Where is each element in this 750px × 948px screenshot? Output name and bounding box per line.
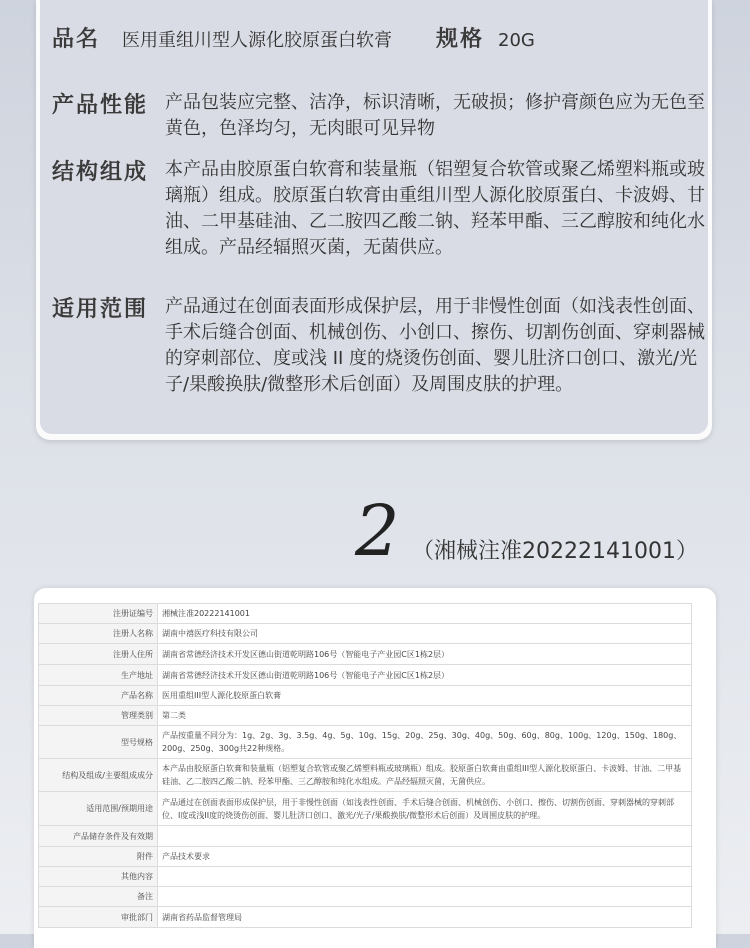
table-value: 湘械注准20222141001 (158, 604, 692, 624)
section-text: 本产品由胶原蛋白软膏和装量瓶（铝塑复合软管或聚乙烯塑料瓶或玻璃瓶）组成。胶原蛋白软膏由重组川型人源化胶原蛋白、卡波姆、甘油、二甲基硅油、乙二胺四乙酸二钠、羟苯甲酯、三乙醇胺和纯化水组成。产品经辐照灭菌，无菌供应。 (165, 159, 705, 258)
table-key: 注册证编号 (39, 604, 158, 624)
spec-label: 规格 (436, 27, 485, 52)
table-key: 注册人名称 (39, 624, 158, 644)
table-key: 注册人住所 (39, 644, 158, 665)
registration-number: （湘械注准20222141001） (412, 539, 698, 564)
product-name-label: 品名 (52, 27, 101, 52)
table-value: 湖南省药品监督管理局 (158, 907, 692, 928)
spec-value: 20G (498, 30, 535, 51)
table-value: 医用重组III型人源化胶原蛋白软膏 (158, 686, 692, 706)
table-key: 适用范围/预期用途 (39, 792, 158, 826)
section-label: 适用范围 (52, 297, 149, 322)
table-row (39, 665, 692, 686)
table-value: 湖南中禧医疗科技有限公司 (158, 624, 692, 644)
table-value: 湖南省常德经济技术开发区德山街道乾明路106号（智能电子产业园C区1栋2层） (158, 644, 692, 665)
registration-table (38, 603, 692, 928)
table-value: 产品技术要求 (158, 847, 692, 867)
table-key: 其他内容 (39, 867, 158, 887)
table-value: 产品通过在创面表面形成保护层，用于非慢性创面（如浅表性创面、手术后缝合创面、机械创伤、小创口、擦伤、切割伤创面、穿刺器械的穿刺部位、I度或浅II度的烧烫伤创面、婴儿肚济口创口、激光/光子/果酸换肤/微整形术后创面）及周围皮肤的护理。 (158, 792, 692, 826)
table-row (39, 686, 692, 706)
table-key: 生产地址 (39, 665, 158, 686)
table-row (39, 907, 692, 928)
table-row (39, 867, 692, 887)
table-row (39, 887, 692, 907)
section-label: 结构组成 (52, 160, 149, 185)
table-value: 产品按重量不同分为：1g、2g、3g、3.5g、4g、5g、10g、15g、20g、25g、30g、40g、50g、60g、80g、100g、120g、150g、180g、200g、250g、300g共22种规格。 (158, 726, 692, 759)
section-text: 产品通过在创面表面形成保护层，用于非慢性创面（如浅表性创面、手术后缝合创面、机械创伤、小创口、擦伤、切割伤创面、穿刺器械的穿刺部位、度或浅 II 度的烧烫伤创面、婴儿肚济口创口、激光/光子/果酸换肤/微整形术后创面）及周围皮肤的护理。 (165, 296, 705, 395)
table-value (158, 826, 692, 847)
table-value (158, 867, 692, 887)
product-name-row (52, 22, 535, 53)
table-row (39, 624, 692, 644)
table-value: 本产品由胶原蛋白软膏和装量瓶（铝塑复合软管或聚乙烯塑料瓶或玻璃瓶）组成。胶原蛋白软膏由重组III型人源化胶原蛋白、卡波姆、甘油、二甲基硅油、乙二胺四乙酸二钠、羟苯甲酯、三乙醇胺和纯化水组成。产品经辐照灭菌，无菌供应。 (158, 759, 692, 792)
registration-table-card (34, 588, 716, 948)
table-key: 产品名称 (39, 686, 158, 706)
table-key: 型号规格 (39, 726, 158, 759)
table-row (39, 792, 692, 826)
table-row (39, 706, 692, 726)
table-row (39, 726, 692, 759)
table-row (39, 759, 692, 792)
table-value (158, 887, 692, 907)
table-row (39, 604, 692, 624)
table-key: 管理类别 (39, 706, 158, 726)
section-text: 产品包装应完整、洁净，标识清晰，无破损；修护膏颜色应为无色至黄色，色泽均匀，无肉眼可见异物 (165, 92, 705, 139)
section-label: 产品性能 (52, 93, 149, 118)
table-key: 结构及组成/主要组成成分 (39, 759, 158, 792)
table-key: 产品储存条件及有效期 (39, 826, 158, 847)
table-key: 审批部门 (39, 907, 158, 928)
table-row (39, 847, 692, 867)
table-key: 备注 (39, 887, 158, 907)
table-key: 附件 (39, 847, 158, 867)
table-value: 第二类 (158, 706, 692, 726)
table-value: 湖南省常德经济技术开发区德山街道乾明路106号（智能电子产业园C区1栋2层） (158, 665, 692, 686)
section-number: 2 (355, 490, 400, 572)
table-row (39, 826, 692, 847)
table-row (39, 644, 692, 665)
product-name-value: 医用重组川型人源化胶原蛋白软膏 (122, 30, 393, 51)
